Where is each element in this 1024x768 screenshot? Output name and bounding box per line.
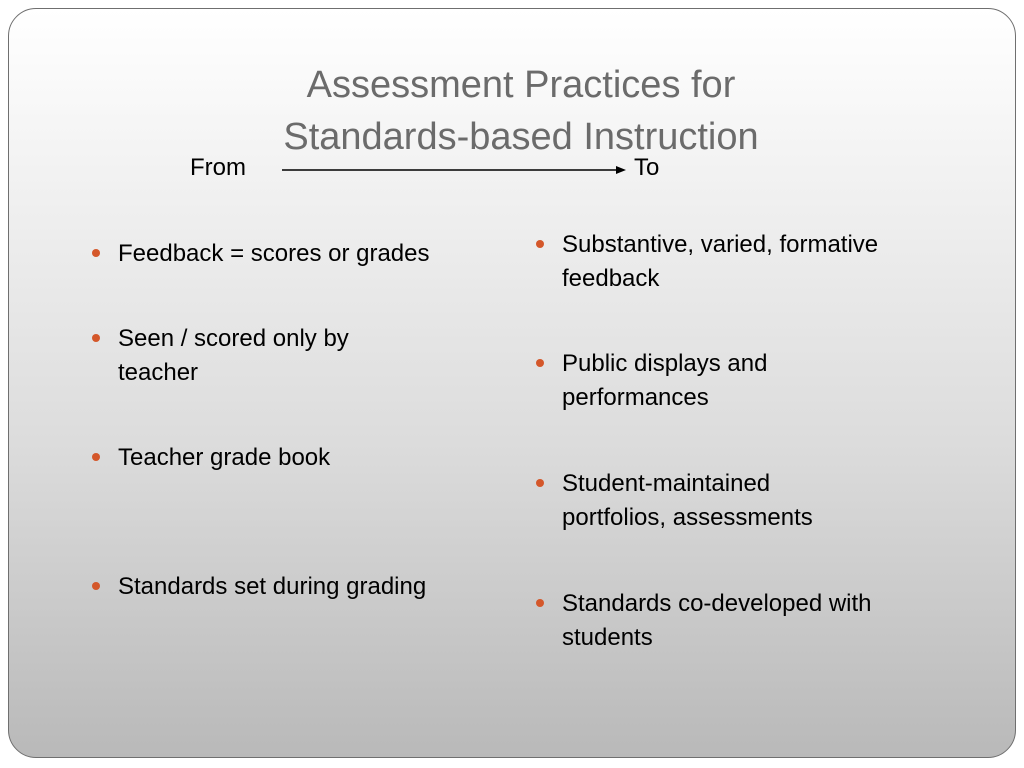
from-list-item bbox=[118, 237, 498, 271]
from-list-item bbox=[118, 322, 418, 390]
to-list-item bbox=[562, 587, 942, 655]
from-label: From bbox=[190, 154, 246, 181]
to-list-item bbox=[562, 467, 872, 535]
to-item-text: Student-maintained portfolios, assessments bbox=[562, 470, 813, 531]
slide-title-line-2: Standards-based Instruction bbox=[283, 116, 759, 158]
to-label: To bbox=[634, 154, 660, 181]
to-item-text: Substantive, varied, formative feedback bbox=[562, 231, 879, 292]
from-list-item bbox=[118, 570, 498, 604]
bullet-icon bbox=[92, 582, 100, 590]
from-item-text: Standards set during grading bbox=[118, 573, 427, 600]
bullet-icon bbox=[92, 453, 100, 461]
to-list-item bbox=[562, 347, 832, 415]
from-item-text: Feedback = scores or grades bbox=[118, 240, 430, 267]
arrow-right-icon bbox=[282, 162, 626, 178]
bullet-icon bbox=[536, 599, 544, 607]
bullet-icon bbox=[92, 249, 100, 257]
from-list-item bbox=[118, 441, 498, 475]
bullet-icon bbox=[536, 479, 544, 487]
slide-title bbox=[9, 59, 1016, 163]
to-item-text: Public displays and performances bbox=[562, 350, 768, 411]
to-list-item bbox=[562, 228, 947, 296]
bullet-icon bbox=[92, 334, 100, 342]
bullet-icon bbox=[536, 240, 544, 248]
to-item-text: Standards co-developed with students bbox=[562, 590, 872, 651]
bullet-icon bbox=[536, 359, 544, 367]
from-item-text: Seen / scored only by teacher bbox=[118, 325, 349, 386]
slide-title-line-1: Assessment Practices for bbox=[306, 64, 736, 106]
from-item-text: Teacher grade book bbox=[118, 444, 331, 471]
